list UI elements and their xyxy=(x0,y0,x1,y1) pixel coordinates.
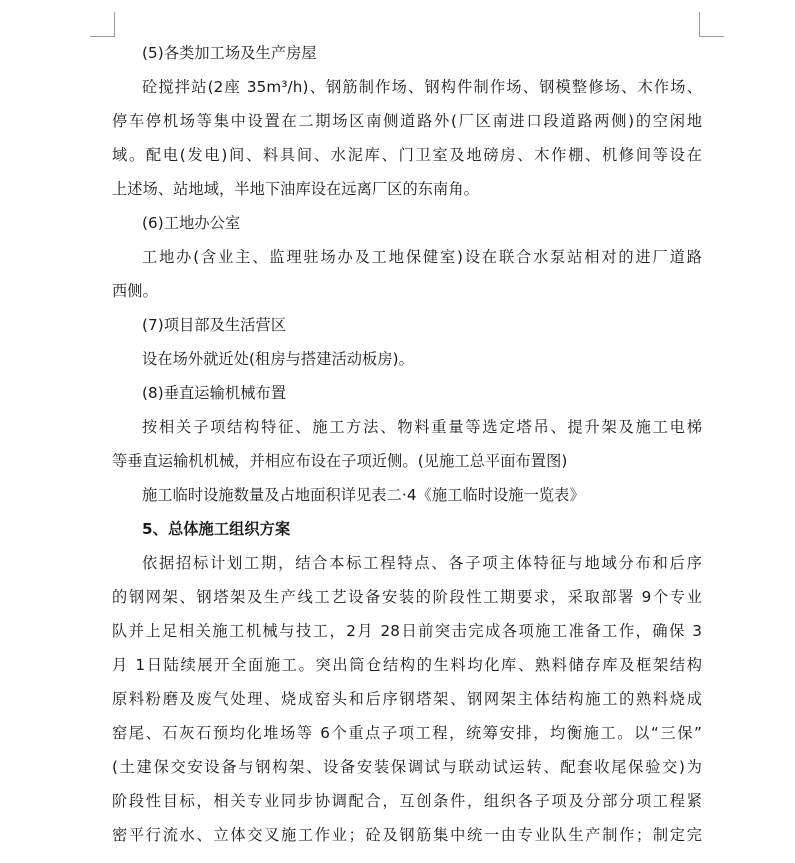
section-heading: (7)项目部及生活营区 xyxy=(142,316,287,334)
text-line: 上述场、站地域，半地下油库设在远离厂区的东南角。 xyxy=(112,180,479,198)
text-line: 的钢网架、钢塔架及生产线工艺设备安装的阶段性工期要求，采取部署 9个专业 xyxy=(112,588,702,606)
text-line: (5)各类加工场及生产房屋 xyxy=(142,44,317,62)
crop-mark-top-left xyxy=(90,12,115,37)
text-line: 设在场外就近处(租房与搭建活动板房)。 xyxy=(142,350,414,368)
text-line: 阶段性目标，相关专业同步协调配合，互创条件，组织各子项及分部分项工程紧 xyxy=(112,792,702,810)
text-line: 西侧。 xyxy=(112,282,158,300)
text-line: 月 1日陆续展开全面施工。突出筒仓结构的生料均化库、熟料储存库及框架结构 xyxy=(112,656,702,674)
text-line: 按相关子项结构特征、施工方法、物料重量等选定塔吊、提升架及施工电梯 xyxy=(142,418,702,436)
text-line: 砼搅拌站(2座 35m³/h)、钢筋制作场、钢构件制作场、钢模整修场、木作场、 xyxy=(142,78,702,96)
text-line: 依据招标计划工期，结合本标工程特点、各子项主体特征与地域分布和后序 xyxy=(142,554,702,572)
text-line: 施工临时设施数量及占地面积详见表二·4《施工临时设施一览表》 xyxy=(142,486,585,504)
chapter-heading: 5、总体施工组织方案 xyxy=(142,520,291,538)
crop-mark-top-right xyxy=(699,12,724,37)
text-line: 密平行流水、立体交叉施工作业；砼及钢筋集中统一由专业队生产制作；制定完 xyxy=(112,826,702,844)
text-line: 窑尾、石灰石预均化堆场等 6个重点子项工程，统筹安排，均衡施工。以“三保” xyxy=(112,724,702,742)
text-line: (土建保交安设备与钢构架、设备安装保调试与联动试运转、配套收尾保验交)为 xyxy=(112,758,702,776)
text-line: 原料粉磨及废气处理、烧成窑头和后序钢塔架、钢网架主体结构施工的熟料烧成 xyxy=(112,690,702,708)
text-line: 队并上足相关施工机械与技工，2月 28日前突击完成各项施工准备工作，确保 3 xyxy=(112,622,702,640)
document-body xyxy=(112,36,702,852)
section-heading: (6)工地办公室 xyxy=(142,214,241,232)
text-line: 停车停机场等集中设置在二期场区南侧道路外(厂区南进口段道路两侧)的空闲地 xyxy=(112,112,702,130)
text-line: 等垂直运输机机械，并相应布设在子项近侧。(见施工总平面布置图) xyxy=(112,452,568,470)
text-line: 域。配电(发电)间、料具间、水泥库、门卫室及地磅房、木作棚、机修间等设在 xyxy=(112,146,702,164)
section-heading: (8)垂直运输机械布置 xyxy=(142,384,287,402)
text-line: 工地办(含业主、监理驻场办及工地保健室)设在联合水泵站相对的进厂道路 xyxy=(142,248,702,266)
